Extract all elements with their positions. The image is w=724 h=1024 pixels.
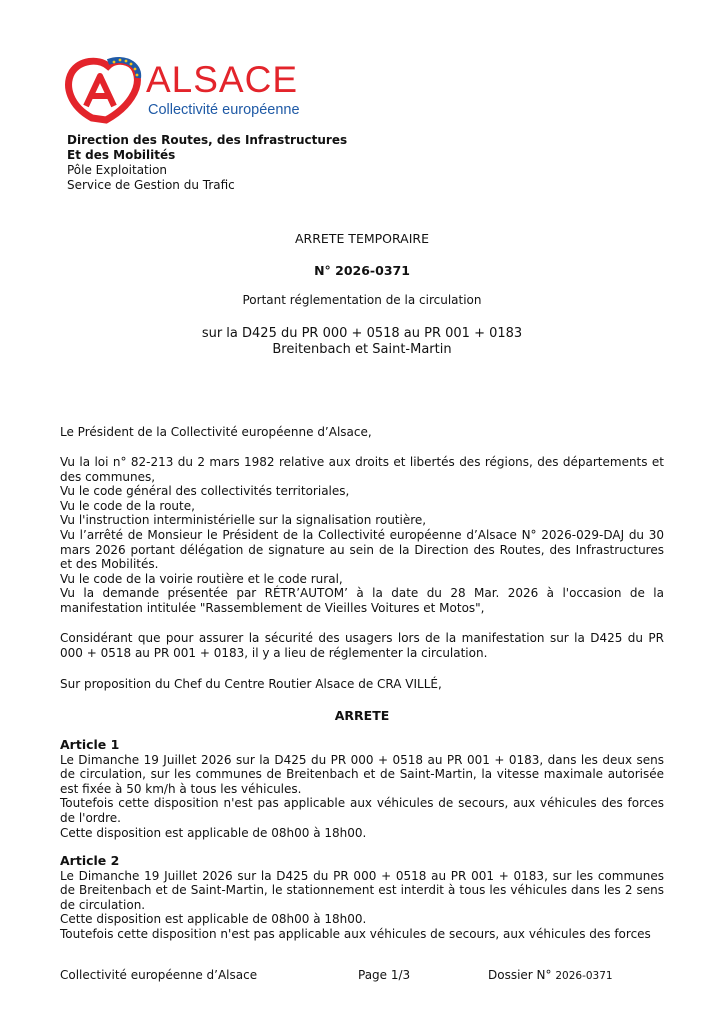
footer-dossier [488,968,613,982]
department-line-1: Direction des Routes, des Infrastructures [67,133,348,147]
arrete-heading: ARRETE [334,708,390,723]
president-line: Le Président de la Collectivité européenne d’Alsace, [60,425,372,439]
vu-item: Vu le code de la route, [60,498,195,513]
vu-item: Vu la demande présentée par RÉTR’AUTOM’ à la date du 28 Mar. 2026 à l'occasion de la manifestation intitulée "Rassemblement de Vieilles Voitures et Motos", [60,586,664,615]
footer-dossier-number: 2026-0371 [555,970,613,982]
logo-brand-text: ALSACE [146,59,299,100]
considerant-paragraph [60,631,664,660]
department-line-4: Service de Gestion du Trafic [67,178,235,192]
vu-list [60,455,664,616]
vu-item: Vu le code général des collectivités territoriales, [60,484,350,499]
vu-item: Vu le code de la voirie routière et le code rural, [60,571,343,586]
preamble-president [60,425,664,440]
article-1 [60,738,664,840]
department-line-3: Pôle Exploitation [67,163,168,177]
article-paragraph: Cette disposition est applicable de 08h00 à 18h00. [60,912,367,927]
considerant-text: Considérant que pour assurer la sécurité des usagers lors de la manifestation sur la D425 du PR 000 + 0518 au PR 001 + 0183, il y a lieu de réglementer la circulation. [60,631,664,660]
department-line-2: Et des Mobilités [67,148,176,162]
decree-subject: Portant réglementation de la circulation [242,293,482,307]
decree-location [0,326,724,358]
decree-type: ARRETE TEMPORAIRE [294,231,430,246]
article-paragraph: Toutefois cette disposition n'est pas applicable aux véhicules de secours, aux véhicules des forces de l'ordre. [60,796,664,825]
logo-heart-shape [69,61,138,120]
decree-number: N° 2026-0371 [314,263,410,278]
decree-location-line-2: Breitenbach et Saint-Martin [272,342,452,357]
alsace-logo-mark [62,56,312,124]
department-block [67,133,347,193]
article-paragraph: Cette disposition est applicable de 08h00 à 18h00. [60,825,367,840]
logo-subtitle-text: Collectivité européenne [148,102,300,118]
vu-item: Vu la loi n° 82-213 du 2 mars 1982 relative aux droits et libertés des régions, des départements et des communes, [60,455,664,484]
article-paragraph: Le Dimanche 19 Juillet 2026 sur la D425 du PR 000 + 0518 au PR 001 + 0183, sur les communes de Breitenbach et de Saint-Martin, le stationnement est interdit à tous les véhicules dans les 2 sens de circulation. [60,868,664,912]
proposition-paragraph [60,677,664,692]
article-title: Article 1 [60,737,120,752]
footer-page: Page 1/3 [358,968,411,982]
footer-dossier-label: Dossier N° [488,968,552,982]
article-paragraph: Le Dimanche 19 Juillet 2026 sur la D425 du PR 000 + 0518 au PR 001 + 0183, dans les deux sens de circulation, sur les communes de Breitenbach et de Saint-Martin, la vitesse maximale autorisée est fixée à 50 km/h à tous les véhicules. [60,752,664,796]
article-paragraph: Toutefois cette disposition n'est pas applicable aux véhicules de secours, aux véhicules des forces [60,926,651,941]
vu-item: Vu l'instruction interministérielle sur la signalisation routière, [60,513,427,528]
vu-item: Vu l’arrêté de Monsieur le Président de la Collectivité européenne d’Alsace N° 2026-029-DAJ du 30 mars 2026 portant délégation de signature au sein de la Direction des Routes, des Infrastructures et des Mobilités. [60,527,664,572]
proposition-text: Sur proposition du Chef du Centre Routier Alsace de CRA VILLÉ, [60,677,442,691]
article-2 [60,854,664,942]
decree-location-line-1: sur la D425 du PR 000 + 0518 au PR 001 + 0183 [201,326,523,341]
article-title: Article 2 [60,853,120,868]
footer-org: Collectivité européenne d’Alsace [60,968,258,982]
alsace-logo [62,56,312,124]
